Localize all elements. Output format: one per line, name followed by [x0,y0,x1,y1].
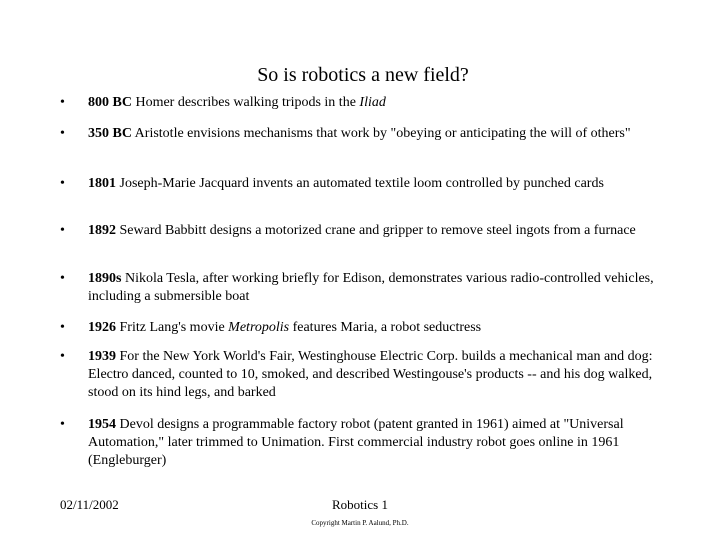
list-item-1939 [60,348,668,402]
item-year: 1954 [88,417,116,432]
item-year: 350 BC [88,126,132,141]
bullet-icon: • [60,320,65,335]
list-item-800bc [60,94,668,112]
list-item-1892 [60,222,668,240]
item-text: Fritz Lang's movie [116,320,229,335]
list-item-1954 [60,416,668,470]
bullet-icon: • [60,95,65,110]
list-item-1926 [60,319,668,337]
bullet-icon: • [60,271,65,286]
item-year: 1892 [88,223,116,238]
item-text: Devol designs a programmable factory robot (patent granted in 1961) aimed at "Universal Automation," later trimmed to Unimation. First commercial industry robot goes online in 1961 (Engleburger) [88,417,624,468]
bullet-icon: • [60,349,65,364]
item-text: Joseph-Marie Jacquard invents an automated textile loom controlled by punched cards [116,176,604,191]
item-year: 1939 [88,349,116,364]
item-year: 1926 [88,320,116,335]
bullet-icon: • [60,223,65,238]
item-year: 800 BC [88,95,132,110]
item-year: 1890s [88,271,122,286]
item-text: Homer describes walking tripods in the [131,95,360,110]
item-emphasis: Iliad [359,95,386,110]
bullet-icon: • [60,417,65,432]
list-item-350bc [60,125,668,143]
footer-date: 02/11/2002 [60,497,119,512]
copyright-notice: Copyright Martin P. Aalund, Ph.D. [311,519,409,527]
item-text: Nikola Tesla, after working briefly for Edison, demonstrates various radio-controlled vehicles, including a submersible boat [88,271,654,304]
item-text: For the New York World's Fair, Westinghouse Electric Corp. builds a mechanical man and dog: Electro danced, counted to 10, smoked, and described Westingouse's products -- and his dog walked, stood on its hind legs, and barked [88,349,653,400]
item-text: Aristotle envisions mechanisms that work by "obeying or anticipating the will of others" [131,126,631,141]
slide-title: So is robotics a new field? [257,64,469,86]
item-year: 1801 [88,176,116,191]
bullet-icon: • [60,126,65,141]
list-item-1801 [60,175,668,193]
item-emphasis: Metropolis [228,320,290,335]
bullet-icon: • [60,176,65,191]
list-item-1890s [60,270,668,306]
footer-title: Robotics 1 [332,497,388,512]
item-text-tail: features Maria, a robot seductress [289,320,482,335]
item-text: Seward Babbitt designs a motorized crane and gripper to remove steel ingots from a furnace [116,223,636,238]
